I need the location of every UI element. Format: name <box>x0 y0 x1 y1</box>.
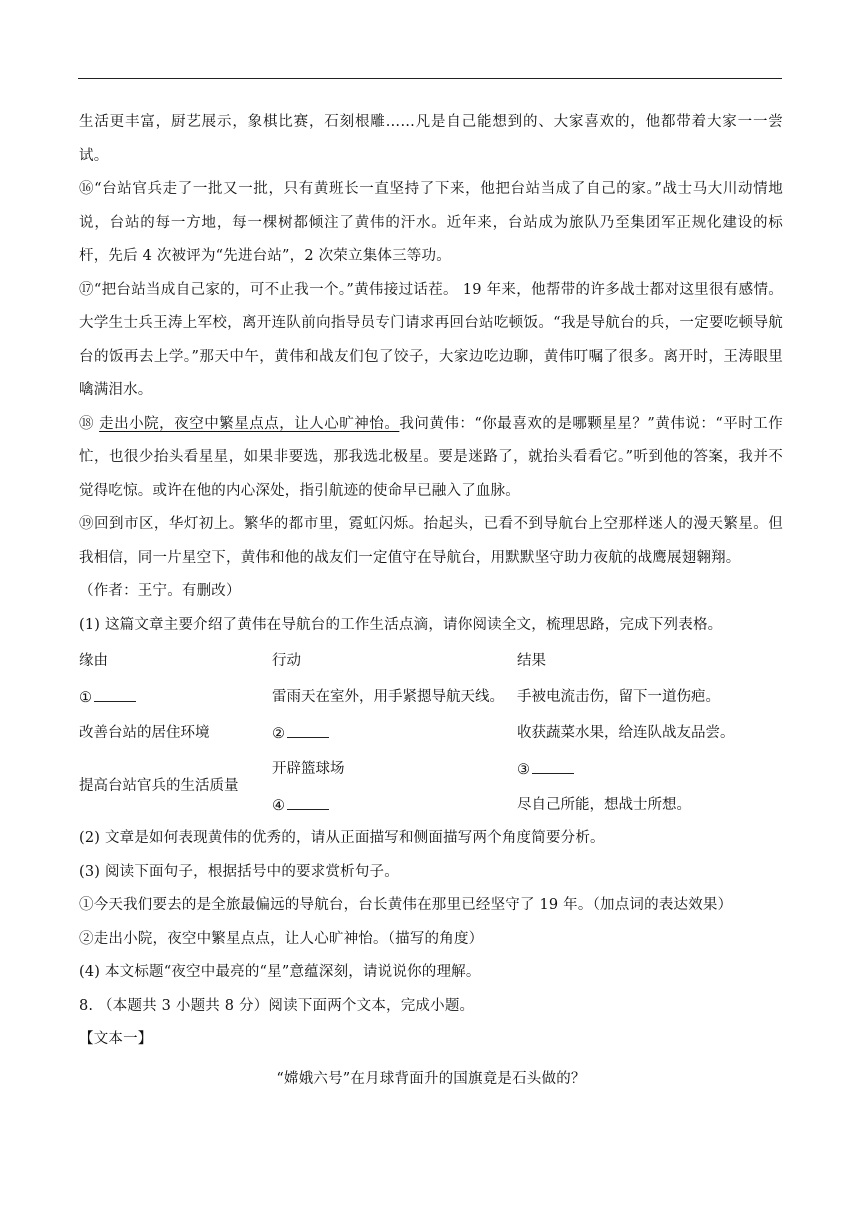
table-r2-action: ② <box>272 723 329 744</box>
paragraph-18 <box>79 408 783 509</box>
answer-blank-2[interactable] <box>287 723 329 738</box>
section-8-intro: 8. （本题共 3 小题共 8 分）阅读下面两个文本，完成小题。 <box>79 997 475 1014</box>
table-r4-action: ④ <box>272 795 329 816</box>
answer-blank-4[interactable] <box>287 795 329 810</box>
paragraph-continued: 生活更丰富，厨艺展示，象棋比赛，石刻根雕……凡是自己能想到的、大家喜欢的，他都带着大家一一尝试。 <box>79 114 783 164</box>
text-1-label: 【文本一】 <box>79 1031 153 1047</box>
paragraph-18-rest: 我问黄伟：“你最喜欢的是哪颗星星？”黄伟说：“平时工作忙，也很少抬头看星星，如果非要选，那我选北极星。要是迷路了，就抬头看看它。”听到他的答案，我并不觉得吃惊。或许在他的内心深处，指引航迹的使命早已融入了血脉。 <box>79 415 784 499</box>
question-3: (3) 阅读下面句子，根据括号中的要求赏析句子。 <box>79 863 399 880</box>
table-r3-reason: 提高台站官兵的生活质量 <box>79 778 239 794</box>
table-header-reason: 缘由 <box>79 653 108 669</box>
document-body <box>79 106 783 1096</box>
question-4: (4) 本文标题“夜空中最亮的“星”意蕴深刻，请说说你的理解。 <box>79 964 481 980</box>
outline-table <box>79 642 783 822</box>
author-note: （作者：王宁。有删改） <box>79 583 241 599</box>
table-r2-reason: 改善台站的居住环境 <box>79 725 210 741</box>
paragraph-17: ⑰“把台站当成自己家的，可不止我一个。”黄伟接过话茬。 19 年来，他帮带的许多战士都对这里很有感情。大学生士兵王涛上军校，离开连队前向指导员专门请求再回台站吃顿饭。“我是导航台的兵，一定要吃顿导航台的饭再去上学。”那天中午，黄伟和战友们包了饺子，大家边吃边聊，黄伟叮嘱了很多。离开时，王涛眼里噙满泪水。 <box>79 281 783 398</box>
table-r4-result: 尽自己所能，想战士所想。 <box>517 797 691 813</box>
table-r3-result: ③ <box>517 759 574 780</box>
table-r2-result: 收获蔬菜水果，给连队战友品尝。 <box>517 725 735 741</box>
text-1-title: “嫦娥六号”在月球背面升的国旗竟是石头做的？ <box>276 1070 586 1087</box>
table-header-result: 结果 <box>517 653 546 669</box>
table-r1-reason: ① <box>79 687 136 708</box>
answer-blank-3[interactable] <box>532 759 574 774</box>
table-r1-action: 雷雨天在室外，用手紧摁导航天线。 <box>272 689 504 705</box>
question-2: (2) 文章是如何表现黄伟的优秀的，请从正面描写和侧面描写两个角度简要分析。 <box>79 830 605 846</box>
underlined-sentence: 走出小院，夜空中繁星点点，让人心旷神怡。 <box>99 415 400 432</box>
question-3-sentence-2: ②走出小院，夜空中繁星点点，让人心旷神怡。（描写的角度） <box>79 930 484 947</box>
table-r1-result: 手被电流击伤，留下一道伤疤。 <box>517 689 720 705</box>
header-rule <box>78 78 782 79</box>
answer-blank-1[interactable] <box>94 687 136 702</box>
table-r3-action: 开辟篮球场 <box>272 761 345 777</box>
table-header-action: 行动 <box>272 653 301 669</box>
paragraph-19: ⑲回到市区，华灯初上。繁华的都市里，霓虹闪烁。抬起头，已看不到导航台上空那样迷人的漫天繁星。但我相信，同一片星空下，黄伟和他的战友们一定值守在导航台，用默默坚守助力夜航的战鹰展翅翱翔。 <box>79 516 783 566</box>
paragraph-16: ⑯“台站官兵走了一批又一批，只有黄班长一直坚持了下来，他把台站当成了自己的家。”战士马大川动情地说，台站的每一方地，每一棵树都倾注了黄伟的汗水。近年来，台站成为旅队乃至集团军正规化建设的标杆，先后 4 次被评为“先进台站”，2 次荣立集体三等功。 <box>79 181 783 264</box>
question-1: (1) 这篇文章主要介绍了黄伟在导航台的工作生活点滴，请你阅读全文，梳理思路，完成下列表格。 <box>79 616 723 633</box>
paragraph-18-number: ⑱ <box>79 415 100 432</box>
question-3-sentence-1: ①今天我们要去的是全旅最偏远的导航台，台长黄伟在那里已经坚守了 19 年。（加点词的表达效果） <box>79 897 733 913</box>
